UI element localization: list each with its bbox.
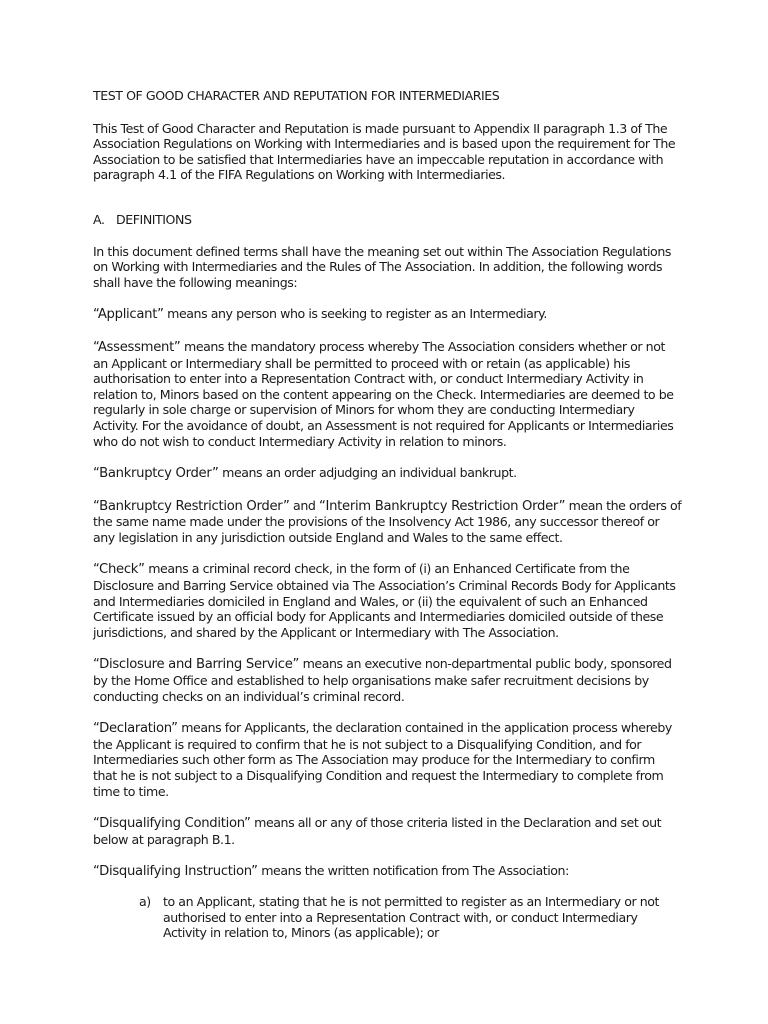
- document-title: TEST OF GOOD CHARACTER AND REPUTATION FOR INTERMEDIARIES: [93, 88, 500, 103]
- definition-disclosure-and-barring-service: [93, 656, 682, 704]
- definition-text: mean the orders of the same name made under the provisions of the Insolvency Act 1986, any successor thereof or any legislation in any jurisdiction outside England and Wales to the same effect.: [93, 497, 682, 545]
- definition-text: means for Applicants, the declaration contained in the application process whereby the Applicant is required to confirm that he is not subject to a Disqualifying Condition, and for Intermediaries such other form as The Association may produce for the Intermediary to confirm that he is not subject to a Disqualifying Condition and request the Intermediary to complete from time to time.: [93, 720, 672, 799]
- list-marker: a): [139, 893, 151, 909]
- definition-text: means a criminal record check, in the form of (i) an Enhanced Certificate from the Disclosure and Barring Service obtained via The Association’s Criminal Records Body for Applicants and Intermediaries domiciled in England and Wales, or (ii) the equivalent of such an Enhanced Certificate issued by an official body for Applicants and Intermediaries domiciled outside of these jurisdictions, and shared by the Applicant or Intermediary with The Association.: [93, 561, 676, 640]
- defined-term: “Bankruptcy Order”: [93, 466, 219, 482]
- defined-term: “Assessment”: [93, 339, 181, 355]
- definition-text: means the mandatory process whereby The Association considers whether or not an Applicant or Intermediary shall be permitted to proceed with or retain (as applicable) his authorisation to enter into a Representation Contract with, or conduct Intermediary Activity in relation to, Minors based on the content appearing on the Check. Intermediaries are deemed to be regularly in sole charge or supervision of Minors for whom they are conducting Intermediary Activity. For the avoidance of doubt, an Assessment is not required for Applicants or Intermediaries who do not wish to conduct Intermediary Activity in relation to minors.: [93, 338, 674, 449]
- definition-text: means any person who is seeking to register as an Intermediary.: [163, 306, 547, 322]
- definition-disqualifying-condition: [93, 815, 682, 847]
- definition-bankruptcy-order: [93, 465, 682, 482]
- defined-term: “Disqualifying Instruction”: [93, 864, 258, 880]
- definition-applicant: [93, 306, 682, 323]
- section-title: DEFINITIONS: [116, 211, 192, 227]
- definition-declaration: [93, 720, 682, 799]
- definition-bankruptcy-restriction-order: [93, 498, 682, 546]
- defined-term: “Bankruptcy Restriction Order”: [93, 498, 290, 514]
- definition-disqualifying-instruction: [93, 863, 682, 880]
- defined-term: “Applicant”: [93, 307, 164, 323]
- section-a-heading: [93, 212, 682, 228]
- defined-term: “Check”: [93, 562, 145, 578]
- definition-text: means all or any of those criteria listed in the Declaration and set out below at paragraph B.1.: [93, 815, 662, 847]
- list-item-text: to an Applicant, stating that he is not permitted to register as an Intermediary or not authorised to enter into a Representation Contract with, or conduct Intermediary Activity in relation to, Minors (as applicable); or: [163, 893, 659, 941]
- definitions-intro: In this document defined terms shall have the meaning set out within The Association Regulations on Working with Intermediaries and the Rules of The Association. In addition, the following words shall have the following meanings:: [93, 243, 671, 290]
- definition-joiner: and: [289, 497, 319, 513]
- section-number: A.: [93, 211, 105, 227]
- definition-text: means the written notification from The Association:: [257, 863, 569, 879]
- definition-text: means an order adjudging an individual bankrupt.: [218, 465, 517, 481]
- list-item: [93, 894, 682, 941]
- defined-term-secondary: “Interim Bankruptcy Restriction Order”: [318, 498, 566, 514]
- defined-term: “Disclosure and Barring Service”: [93, 657, 300, 673]
- defined-term: “Declaration”: [93, 721, 178, 737]
- defined-term: “Disqualifying Condition”: [93, 816, 251, 832]
- definition-check: [93, 561, 682, 640]
- intro-paragraph: This Test of Good Character and Reputation is made pursuant to Appendix II paragraph 1.3 of The Association Regulations on Working with Intermediaries and is based upon the requirement for The Association to be satisfied that Intermediaries have an impeccable reputation in accordance with paragraph 4.1 of the FIFA Regulations on Working with Intermediaries.: [93, 120, 676, 183]
- definition-assessment: [93, 339, 682, 449]
- definition-text: means an executive non-departmental public body, sponsored by the Home Office and established to help organisations make safer recruitment decisions by conducting checks on an individual’s criminal record.: [93, 656, 672, 704]
